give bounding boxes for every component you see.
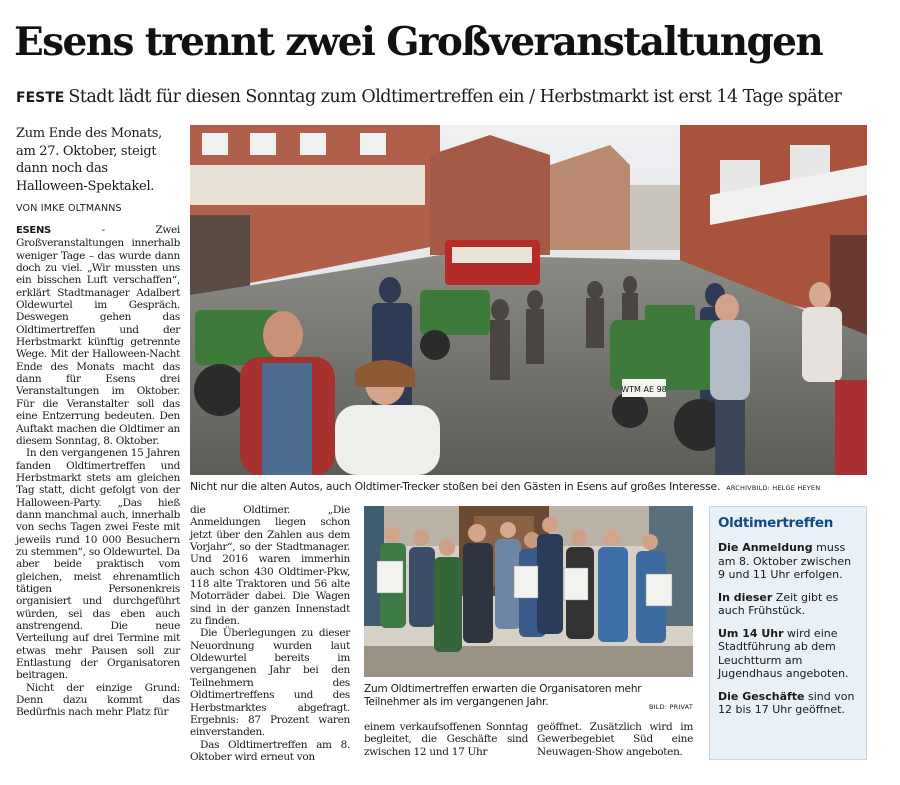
caption-text: Zum Oldtimertreffen erwarten die Organisatoren mehr Teilnehmer als im vergangenen Jahr. [364,683,642,708]
info-item: Um 14 Uhr wird eine Stadtführung ab dem Leuchtturm am Jugendhaus angeboten. [718,626,849,680]
main-photo-caption [190,480,867,493]
info-box [709,506,867,760]
kicker: FESTE [16,90,65,106]
caption-text: Nicht nur die alten Autos, auch Oldtimer-Trecker stoßen bei den Gästen in Esens auf großes Interesse. [190,480,721,493]
article-column-1 [16,224,180,719]
license-plate: WTM AE 98 [621,385,667,394]
info-item: In dieser Zeit gibt es auch Frühstück. [718,590,839,617]
paragraph: Die Überlegungen zu dieser Neuordnung wurden laut Oldewurtel bereits im vergangenen Jahr bei den Teilnehmern des Oldtimertreffens und des Herbstmarktes abgefragt. Ergebnis: 87 Prozent waren einverstanden. [190,627,350,739]
street-scene-illustration [190,125,867,475]
subheadline: Stadt lädt für diesen Sonntag zum Oldtimertreffen ein / Herbstmarkt ist erst 14 Tage später [68,87,842,107]
photo-credit: ARCHIVBILD: HELGE HEYEN [726,484,821,492]
article-column-3: einem verkaufsoffenen Sonntag begleitet, die Geschäfte sind zwischen 12 und 17 Uhr [364,721,528,758]
group-photo-illustration [364,506,693,677]
info-item: Die Geschäfte sind von 12 bis 17 Uhr geöffnet. [718,689,855,716]
article-column-4: geöffnet. Zusätzlich wird im Gewerbegebiet Süd eine Neuwagen-Show angeboten. [537,721,693,758]
paragraph: In den vergangenen 15 Jahren fanden Oldtimertreffen und Herbstmarkt stets am gleichen Tag statt, dicht gefolgt von der Halloween-Party. „Das hieß dann manchmal auch, innerhalb von sechs Tagen zwei Feste mit jeweils rund 10 000 Besuchern zu stemmen“, so Oldewurtel. Da aber beide praktisch vom gleichen, meist ehrenamtlich tätigen Personenkreis organisiert und durchgeführt würden, sei das eben auch anstrengend. Die neue Verteilung auf drei Termine mit etwas mehr Pausen soll zur Entlastung der Organisatoren beitragen. [16,447,180,682]
headline: Esens trennt zwei Großveranstaltungen [14,19,823,65]
subheadline-row [16,86,886,109]
paragraph: Nicht der einzige Grund: Denn dazu kommt das Bedürfnis nach mehr Platz für [16,681,180,719]
paragraph: Das Oldtimertreffen am 8. Oktober wird erneut von [190,738,350,763]
info-box-title: Oldtimertreffen [718,515,834,531]
info-item: Die Anmeldung muss am 8. Oktober zwischen 9 und 11 Uhr erfolgen. [718,541,852,581]
group-photo-caption [364,683,693,714]
dateline: ESENS [16,225,51,236]
teaser: Zum Ende des Monats, am 27. Oktober, steigt dann noch das Halloween-Spektakel. [16,126,162,194]
group-photo [364,506,693,677]
byline: VON IMKE OLTMANNS [16,203,122,214]
paragraph: ESENS - Zwei Großveranstaltungen innerhalb weniger Tage – das wurde dann doch zu viel. „Wir mussten uns ein bisschen Luft verschaffen“, erklärt Stadtmanager Adalbert Oldewurtel im Gespräch. Deswegen gehen das Oldtimertreffen und der Herbstmarkt künftig getrennte Wege. Mit der Halloween-Nacht Ende des Monats macht das dann für Esens drei Veranstaltungen im Oktober. Für die Veranstalter soll das eine Entzerrung bedeuten. Den Auftakt machen die Oldtimer an diesem Sonntag, 8. Oktober. [16,224,180,447]
main-photo [190,125,867,475]
article-column-2 [190,504,350,763]
photo-credit: BILD: PRIVAT [649,703,693,711]
paragraph: die Oldtimer. „Die Anmeldungen liegen schon jetzt über den Zahlen aus dem Vorjahr“, so der Stadtmanager. Und 2016 waren immerhin auch schon 430 Oldtimer-Pkw, 118 alte Traktoren und 56 alte Motorräder dabei. Die Wagen sind in der ganzen Innenstadt zu finden. [190,504,350,628]
